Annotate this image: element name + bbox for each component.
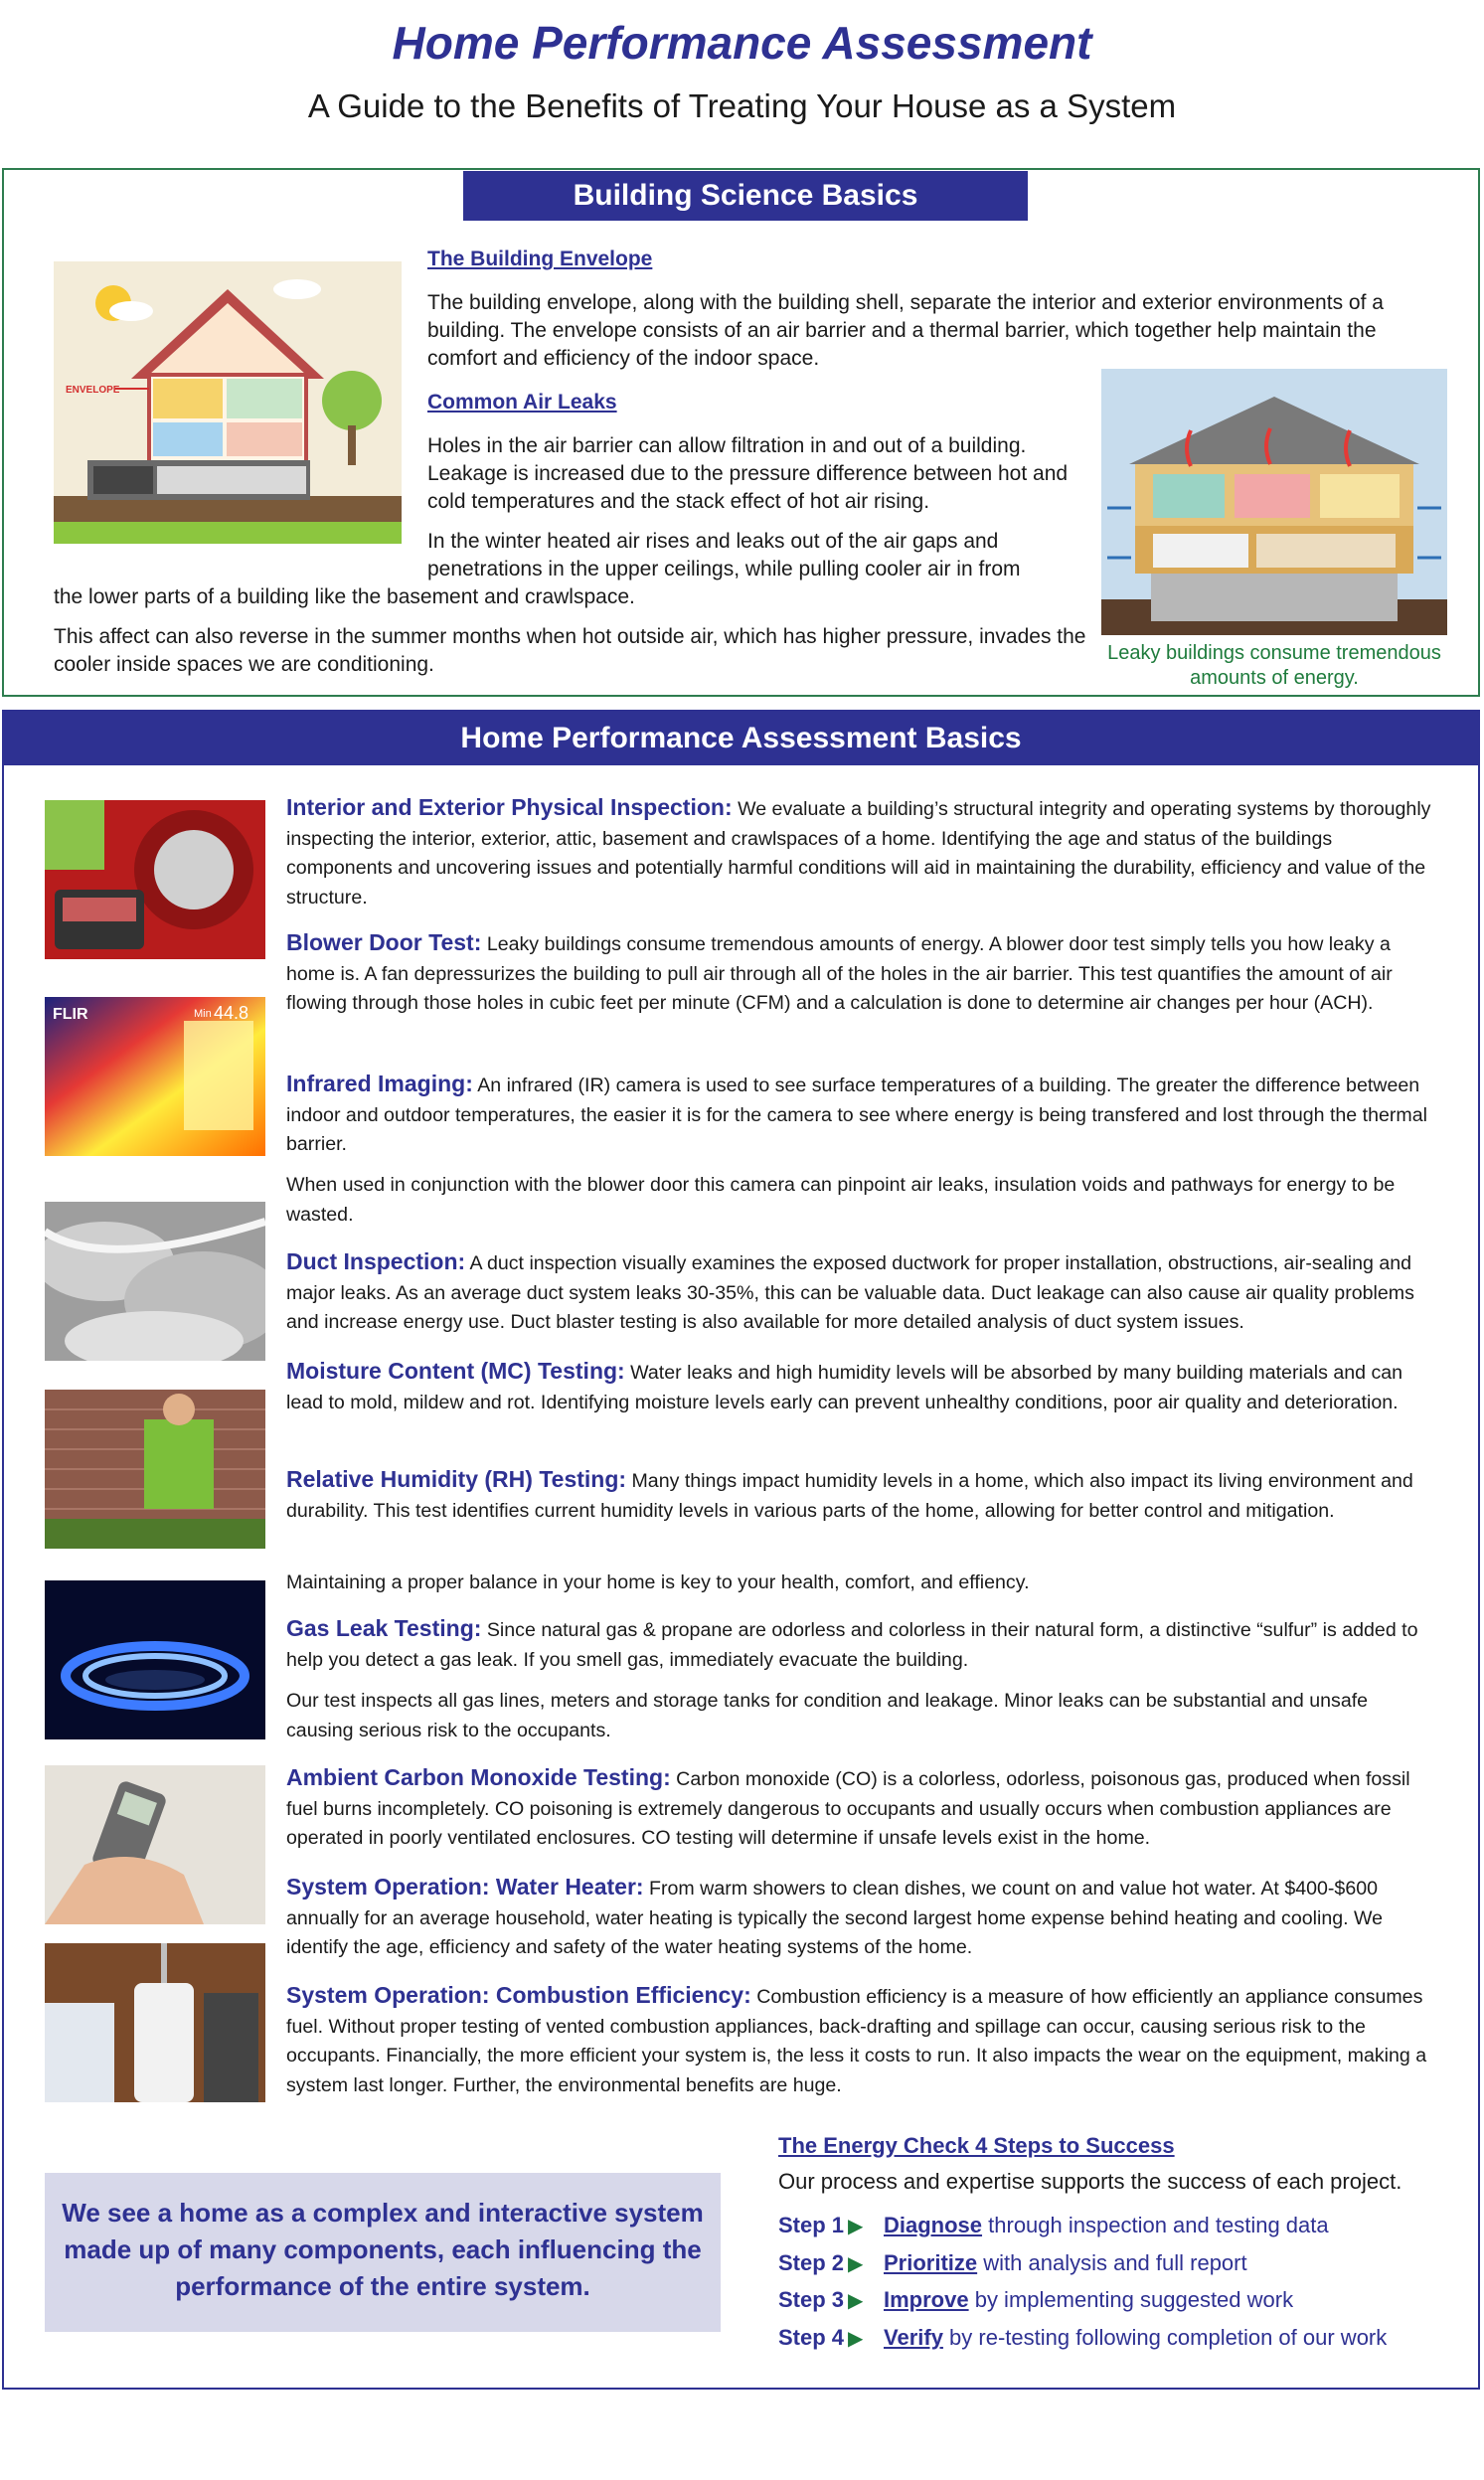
flir-brand: FLIR — [53, 1006, 88, 1023]
step-number: Step 4 — [778, 2325, 845, 2350]
step-keyword: Diagnose — [884, 2213, 983, 2237]
air-leaks-text-3: This affect can also reverse in the summer months when hot outside air, which has higher pressure, invades the cooler inside spaces we are conditioning. — [54, 625, 1086, 676]
item-duct — [286, 1247, 1439, 1338]
item-text: We evaluate a building’s structural integrity and operating systems by thoroughly inspecting the interior, exterior, attic, basement and crawlspaces of a home. Identifying the age and status of the buildings components and uncovering issues and potentially harmful conditions will aid in maintaining the durability, efficiency and value of the structure. — [286, 798, 1431, 909]
play-arrow-icon: ▶ — [848, 2253, 864, 2275]
building-science-banner: Building Science Basics — [463, 171, 1028, 221]
item-text: Water leaks and high humidity levels will be absorbed by many building materials and can lead to mold, mildew and rot. Identifying moisture levels early can prevent unhealthy conditions, poor air quality and deterioration. — [286, 1362, 1403, 1413]
steps-intro: Our process and expertise supports the success of each project. — [778, 2169, 1402, 2194]
steps-title: The Energy Check 4 Steps to Success — [778, 2133, 1175, 2158]
air-leaks-text-2a: In the winter heated air rises and leaks out of the air gaps and penetrations in the upper ceilings, while pulling cooler air in from — [427, 530, 1021, 580]
item-infrared-note — [286, 1171, 1439, 1230]
duct-inspection-photo — [45, 1202, 265, 1361]
system-quote-box: We see a home as a complex and interactive system made up of many components, each influencing the performance of the entire system. — [45, 2173, 721, 2332]
assessment-banner: Home Performance Assessment Basics — [4, 712, 1478, 765]
item-text: An infrared (IR) camera is used to see surface temperatures of a building. The greater the difference between indoor and outdoor temperatures, the easier it is for the camera to see where energy is being transfered and lost through the thermal barrier. — [286, 1075, 1427, 1155]
building-science-section — [2, 168, 1480, 697]
step-text: with analysis and full report — [977, 2250, 1247, 2275]
moisture-testing-photo — [45, 1390, 265, 1549]
item-heading: Blower Door Test: — [286, 929, 482, 955]
item-humidity — [286, 1465, 1439, 1526]
flir-min-label: Min — [194, 1008, 212, 1020]
step-number: Step 2 — [778, 2250, 845, 2275]
item-combustion — [286, 1981, 1439, 2100]
air-leaks-text-2b: the lower parts of a building like the basement and crawlspace. — [54, 585, 635, 608]
item-heading: Interior and Exterior Physical Inspection: — [286, 794, 733, 820]
envelope-label: ENVELOPE — [66, 385, 120, 396]
envelope-text: The building envelope, along with the building shell, separate the interior and exterior environments of a building. The envelope consists of an air barrier and a thermal barrier, which together help maintain the comfort and efficiency of the indoor space. — [427, 291, 1384, 370]
envelope-heading: The Building Envelope — [427, 248, 653, 270]
step-2 — [778, 2250, 1247, 2276]
physical-inspection-photo — [45, 800, 265, 959]
air-leaks-heading: Common Air Leaks — [427, 391, 617, 413]
step-number: Step 3 — [778, 2287, 845, 2312]
item-humidity-note — [286, 1569, 1439, 1598]
step-keyword: Prioritize — [884, 2250, 978, 2275]
step-text: by implementing suggested work — [968, 2287, 1294, 2312]
co-meter-photo — [45, 1765, 265, 1924]
item-text: A duct inspection visually examines the exposed ductwork for proper installation, obstructions, air-sealing and major leaks. As an average duct system leaks 30-35%, this can be valuable data. Duct leakage can also cause air quality problems and increase energy use. Duct blaster testing is also available for more detailed analysis of duct system issues. — [286, 1252, 1414, 1333]
item-heading: Ambient Carbon Monoxide Testing: — [286, 1764, 671, 1790]
item-heading: System Operation: Combustion Efficiency: — [286, 1982, 751, 2008]
item-text: Combustion efficiency is a measure of how efficiently an appliance consumes fuel. Without proper testing of vented combustion appliances, back-drafting and spillage can occur, causing serious risk to the occupants. Financially, the more efficient your system is, the less it costs to run. It also impacts the wear on the equipment, making a system last longer. Further, the environmental benefits are huge. — [286, 1986, 1427, 2096]
item-text: Leaky buildings consume tremendous amounts of energy. A blower door test simply tells you how leaky a home is. A fan depressurizes the building to pull air through all of the holes in the air barrier. This test quantifies the amount of air flowing through those holes in cubic feet per minute (CFM) and a calculation is done to determine air changes per hour (ACH). — [286, 933, 1393, 1014]
play-arrow-icon: ▶ — [848, 2328, 864, 2350]
step-text: through inspection and testing data — [982, 2213, 1329, 2237]
step-4 — [778, 2325, 1387, 2351]
step-text: by re-testing following completion of our work — [942, 2325, 1388, 2350]
item-carbon-monoxide — [286, 1763, 1439, 1854]
leaky-house-illustration — [1101, 369, 1447, 635]
item-text: Carbon monoxide (CO) is a colorless, odorless, poisonous gas, produced when fossil fuel burns incompletely. CO poisoning is extremely dangerous to occupants and usually occurs when combustion appliances are operated in poorly ventilated enclosures. CO testing will determine if unsafe levels exist in the home. — [286, 1768, 1410, 1849]
step-keyword: Verify — [884, 2325, 943, 2350]
item-heading: Infrared Imaging: — [286, 1071, 473, 1096]
water-heater-photo — [45, 1943, 265, 2102]
air-leaks-text-1: Holes in the air barrier can allow filtration in and out of a building. Leakage is increased due to the pressure difference between hot and cold temperatures and the stack effect of hot air rising. — [427, 434, 1069, 513]
item-heading: Gas Leak Testing: — [286, 1615, 482, 1641]
page-title: Home Performance Assessment — [392, 17, 1092, 69]
infrared-image-photo — [45, 997, 265, 1156]
leaky-house-caption: Leaky buildings consume tremendous amounts of energy. — [1107, 642, 1441, 689]
item-text: When used in conjunction with the blower door this camera can pinpoint air leaks, insulation voids and pathways for energy to be wasted. — [286, 1174, 1396, 1226]
page-subtitle: A Guide to the Benefits of Treating Your House as a System — [307, 87, 1177, 124]
house-envelope-illustration — [54, 261, 402, 544]
play-arrow-icon: ▶ — [848, 2216, 864, 2237]
item-heading: Duct Inspection: — [286, 1248, 466, 1274]
item-infrared — [286, 1070, 1439, 1160]
step-3 — [778, 2287, 1293, 2313]
item-heading: Moisture Content (MC) Testing: — [286, 1358, 625, 1384]
step-keyword: Improve — [884, 2287, 969, 2312]
item-text: Since natural gas & propane are odorless and colorless in their natural form, a distinctive “sulfur” is added to help you detect a gas leak. If you smell gas, immediately evacuate the building. — [286, 1619, 1418, 1671]
item-text: Our test inspects all gas lines, meters and storage tanks for condition and leakage. Minor leaks can be substantial and unsafe causing serious risk to the occupants. — [286, 1690, 1369, 1741]
gas-flame-photo — [45, 1580, 265, 1739]
item-text: Many things impact humidity levels in a home, which also impact its living environment and durability. This test identifies current humidity levels in various parts of the home, allowing for better control and mitigation. — [286, 1470, 1413, 1522]
play-arrow-icon: ▶ — [848, 2290, 864, 2312]
flir-temperature: 44.8 — [214, 1003, 249, 1023]
item-blower-door — [286, 928, 1439, 1019]
item-moisture — [286, 1357, 1439, 1417]
item-text: From warm showers to clean dishes, we count on and value hot water. At $400-$600 annually for an average household, water heating is typically the second largest home expense behind heating and cooling. We identify the age, efficiency and safety of the water heating systems of the home. — [286, 1878, 1384, 1958]
item-gas-leak — [286, 1614, 1439, 1675]
step-number: Step 1 — [778, 2213, 845, 2237]
step-1 — [778, 2213, 1329, 2238]
item-heading: System Operation: Water Heater: — [286, 1874, 644, 1900]
item-text: Maintaining a proper balance in your home is key to your health, comfort, and effiency. — [286, 1571, 1030, 1593]
item-physical-inspection — [286, 793, 1439, 912]
item-water-heater — [286, 1873, 1439, 1963]
item-gas-leak-note — [286, 1687, 1439, 1745]
item-heading: Relative Humidity (RH) Testing: — [286, 1466, 627, 1492]
